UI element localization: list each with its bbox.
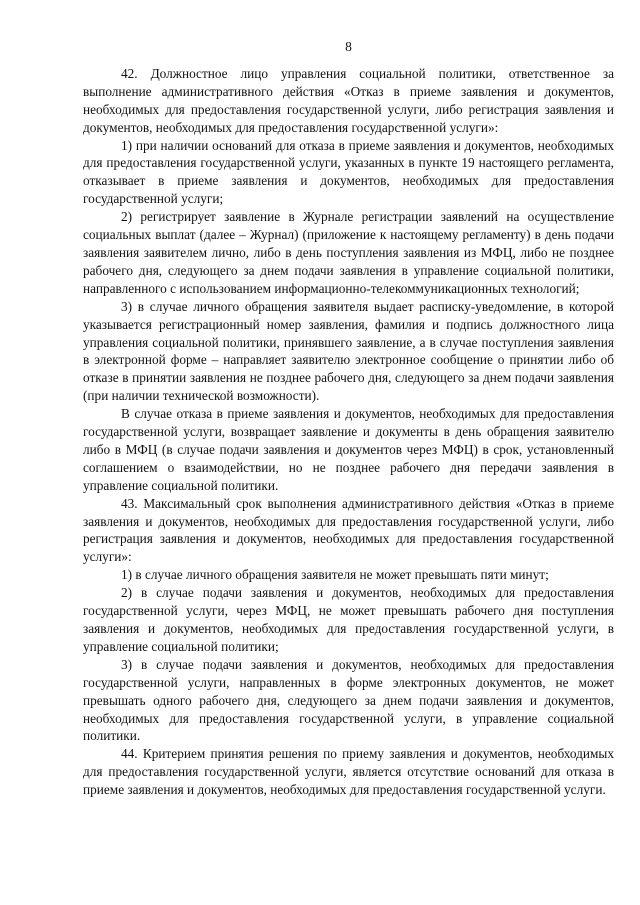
- paragraph-43-item-1: 1) в случае личного обращения заявителя не может превышать пяти минут;: [121, 567, 549, 583]
- paragraph-43-item-2: 2) в случае подачи заявления и документов, необходимых для предоставления государственной услуги, через МФЦ, не может превышать рабочего дня поступления заявления и документов, необходимых для предоставления государственной услуги, в управление социальной политики;: [83, 585, 614, 654]
- paragraph-42-item-2: 2) регистрирует заявление в Журнале регистрации заявлений на осуществление социальных выплат (далее – Журнал) (приложение к настоящему регламенту) в день подачи заявления заявителем лично, либо в день поступления заявления из МФЦ, либо не позднее рабочего дня, следующего за днем подачи заявления в управление социальной политики, направленного с использованием информационно-телекоммуникационных технологий;: [83, 209, 614, 296]
- paragraph-43-item-3: 3) в случае подачи заявления и документов, необходимых для предоставления государственной услуги, направленных в форме электронных документов, не может превышать одного рабочего дня, следующего за днем подачи заявления и документов, необходимых для предоставления государственной услуги, в управление социальной политики.: [83, 656, 614, 744]
- paragraph-refusal-case: В случае отказа в приеме заявления и документов, необходимых для предоставления государственной услуги, возвращает заявление и документы в день обращения заявителю либо в МФЦ (в случае подачи заявления и документов через МФЦ) в срок, установленный соглашением о взаимодействии, но не позднее рабочего дня передачи заявления в управление социальной политики.: [83, 406, 614, 493]
- paragraph-42-item-3: 3) в случае личного обращения заявителя выдает расписку-уведомление, в которой указывается регистрационный номер заявления, фамилия и подпись должностного лица управления социальной политики, принявшего заявление, а в случае поступления заявления в электронной форме – направляет заявителю электронное сообщение о принятии либо об отказе в принятии заявления не позднее рабочего дня, следующего за днем подачи заявления (при наличии технической возможности).: [83, 298, 614, 404]
- document-page: [83, 38, 614, 799]
- paragraph-43: 43. Максимальный срок выполнения административного действия «Отказ в приеме заявления и документов, необходимых для предоставления государственной услуги, либо регистрация заявления и документов, необходимых для предоставления государственной услуги»:: [83, 495, 614, 565]
- paragraph-42: 42. Должностное лицо управления социальной политики, ответственное за выполнение административного действия «Отказ в приеме заявления и документов, необходимых для предоставления государственной услуги, либо регистрация заявления и документов, необходимых для предоставления государственной услуги»:: [83, 65, 614, 135]
- paragraph-42-item-1: 1) при наличии оснований для отказа в приеме заявления и документов, необходимых для предоставления государственной услуги, указанных в пункте 19 настоящего регламента, отказывает в приеме заявления и документов, необходимых для предоставления государственной услуги;: [83, 137, 614, 207]
- page-number: 8: [345, 39, 352, 54]
- paragraph-44: 44. Критерием принятия решения по приему заявления и документов, необходимых для предоставления государственной услуги, является отсутствие оснований для отказа в приеме заявления и документов, необходимых для предоставления государственной услуги.: [83, 746, 614, 798]
